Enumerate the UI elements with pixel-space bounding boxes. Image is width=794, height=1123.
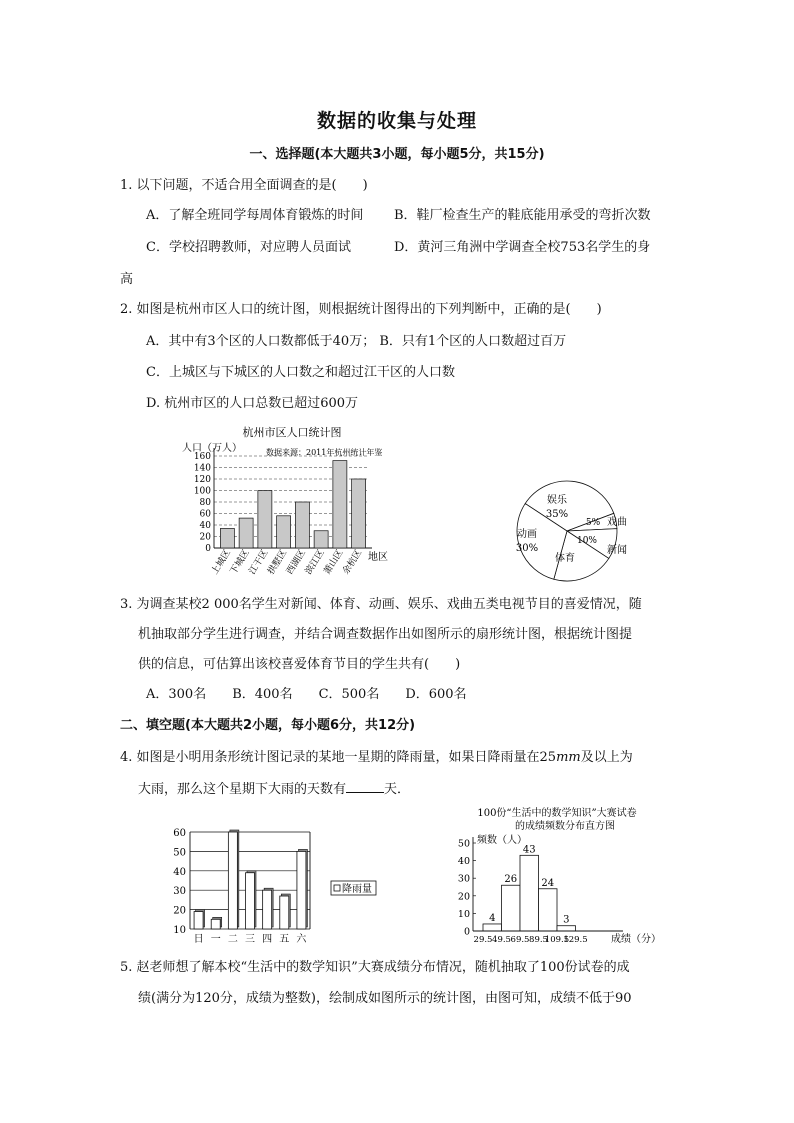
q3-line-1: 3. 为调查某校2 000名学生对新闻、体育、动画、娱乐、戏曲五类电视节目的喜爱情况，随 bbox=[120, 597, 642, 612]
y-tick-label: 0 bbox=[463, 926, 470, 938]
x-category-label: 西湖区 bbox=[285, 548, 308, 577]
tv-program-pie-chart bbox=[505, 475, 645, 585]
section-1-heading: 一、选择题(本大题共3小题，每小题5分，共15分) bbox=[249, 147, 545, 162]
pie-pct-xiqu: 5% bbox=[585, 518, 601, 528]
population-bar-chart bbox=[180, 418, 405, 590]
hist-title-2: 的成绩频数分布直方图 bbox=[515, 821, 615, 832]
q1-stem: 1. 以下问题，不适合用全面调查的是( ) bbox=[120, 178, 368, 193]
hist-xlabel: 成绩（分） bbox=[611, 934, 661, 945]
score-histogram bbox=[445, 803, 665, 948]
bar-value-label: 4 bbox=[489, 912, 496, 924]
q4-line-2 bbox=[138, 780, 410, 798]
y-tick-label: 20 bbox=[199, 532, 211, 543]
rainfall-bar-chart bbox=[168, 822, 390, 952]
q1-option-b: B．鞋厂检查生产的鞋底能用承受的弯折次数 bbox=[394, 208, 651, 223]
bar-7 bbox=[333, 461, 347, 548]
bar-4 bbox=[246, 873, 255, 929]
x-category-label: 滨江区 bbox=[303, 548, 327, 577]
histogram-bar-2 bbox=[502, 885, 521, 931]
pie-label-donghua: 动画 bbox=[517, 529, 537, 540]
bar-6 bbox=[314, 531, 328, 548]
bar-5 bbox=[295, 502, 309, 548]
bar-8 bbox=[352, 479, 366, 548]
legend-swatch bbox=[334, 885, 340, 891]
y-tick-label: 50 bbox=[173, 847, 186, 859]
q1-option-a: A．了解全班同学每周体育锻炼的时间 bbox=[146, 208, 364, 223]
y-tick-label: 160 bbox=[193, 452, 211, 462]
q2-option-c: C．上城区与下城区的人口数之和超过江干区的人口数 bbox=[146, 365, 455, 380]
q4-answer-blank[interactable] bbox=[346, 780, 384, 793]
chart-note: 数据来源：2011年杭州统计年鉴 bbox=[266, 448, 383, 457]
y-tick-label: 50 bbox=[457, 838, 470, 850]
y-tick-label: 120 bbox=[193, 475, 211, 485]
q1-option-d: D．黄河三角洲中学调查全校753名学生的身 bbox=[394, 240, 651, 255]
y-tick-label: 30 bbox=[173, 886, 186, 898]
q3-line-2: 机抽取部分学生进行调查，并结合调查数据作出如图所示的扇形统计图，根据统计图提 bbox=[138, 627, 633, 642]
pie-label-tiyu: 体育 bbox=[555, 553, 575, 564]
x-category-label: 萧山区 bbox=[322, 548, 346, 577]
bar-1 bbox=[194, 912, 203, 929]
bar-3 bbox=[228, 832, 237, 929]
x-category-label: 二 bbox=[227, 934, 238, 945]
x-category-label: 五 bbox=[279, 934, 290, 945]
histogram-bar-4 bbox=[539, 889, 558, 931]
x-tick-label: 109.5 bbox=[544, 935, 570, 945]
q5-line-1: 5. 赵老师想了解本校“生活中的数学知识”大赛成绩分布情况，随机抽取了100份试卷的成 bbox=[120, 960, 630, 975]
q4-line-1-a: 4. 如图是小明用条形统计图记录的某地一星期的降雨量，如果日降雨量在25 bbox=[120, 750, 557, 765]
bar-2 bbox=[239, 518, 253, 548]
pie-label-xinwen: 新闻 bbox=[607, 545, 627, 556]
x-tick-label: 49.5 bbox=[492, 935, 511, 945]
y-tick-label: 40 bbox=[173, 866, 186, 878]
section-2-heading: 二、填空题(本大题共2小题，每小题6分，共12分) bbox=[120, 718, 416, 733]
pie-label-xiqu: 戏曲 bbox=[607, 517, 627, 528]
bar-value-label: 26 bbox=[504, 874, 518, 886]
y-tick-label: 10 bbox=[173, 925, 186, 936]
x-category-label: 六 bbox=[296, 934, 307, 945]
y-tick-label: 20 bbox=[173, 905, 186, 917]
y-tick-label: 40 bbox=[199, 521, 211, 531]
hist-title-1: 100份“生活中的数学知识”大赛试卷 bbox=[477, 808, 637, 819]
y-tick-label: 140 bbox=[193, 463, 211, 474]
chart-xlabel: 地区 bbox=[368, 552, 388, 563]
x-tick-label: 29.5 bbox=[473, 935, 493, 945]
q4-line-1-b: 及以上为 bbox=[580, 750, 633, 765]
q4-unit: mm bbox=[556, 750, 581, 765]
y-tick-label: 30 bbox=[457, 873, 470, 885]
y-tick-label: 100 bbox=[193, 486, 211, 497]
bar-4 bbox=[277, 516, 291, 548]
bar-1 bbox=[220, 528, 234, 548]
q2-stem: 2. 如图是杭州市区人口的统计图，则根据统计图得出的下列判断中，正确的是( ) bbox=[120, 302, 602, 317]
pie-label-yule: 娱乐 bbox=[547, 495, 567, 506]
page-title: 数据的收集与处理 bbox=[316, 110, 477, 132]
bar-value-label: 3 bbox=[563, 914, 570, 926]
x-category-label: 拱墅区 bbox=[266, 548, 290, 577]
pie-pct-yule: 35% bbox=[545, 509, 569, 520]
x-category-label: 江干区 bbox=[247, 548, 271, 577]
x-tick-label: 89.5 bbox=[529, 935, 548, 945]
q2-option-ab: A．其中有3个区的人口数都低于40万； B．只有1个区的人口数超过百万 bbox=[146, 334, 567, 349]
bar-5 bbox=[263, 890, 272, 929]
y-tick-label: 60 bbox=[173, 828, 186, 839]
y-tick-label: 60 bbox=[199, 509, 211, 520]
q2-option-d: D. 杭州市区的人口总数已超过600万 bbox=[146, 396, 359, 411]
chart-ylabel: 人口（万人） bbox=[182, 443, 242, 454]
histogram-bar-5 bbox=[557, 926, 576, 931]
y-tick-label: 40 bbox=[457, 856, 470, 868]
q4-line-1 bbox=[120, 750, 633, 766]
bar-3 bbox=[258, 491, 272, 549]
y-tick-label: 80 bbox=[199, 498, 211, 508]
q5-line-2: 绩(满分为120分，成绩为整数)，绘制成如图所示的统计图，由图可知，成绩不低于90 bbox=[138, 991, 632, 1006]
pie-pct-donghua: 30% bbox=[515, 543, 539, 554]
x-category-label: 四 bbox=[262, 934, 273, 945]
y-tick-label: 0 bbox=[205, 544, 211, 554]
x-category-label: 日 bbox=[193, 934, 204, 945]
q3-line-3: 供的信息，可估算出该校喜爱体育节目的学生共有( ) bbox=[138, 657, 461, 672]
x-category-label: 下城区 bbox=[228, 548, 252, 577]
pie-pct-xinwen: 10% bbox=[576, 536, 598, 546]
bar-2 bbox=[211, 919, 220, 929]
q1-option-c: C．学校招聘教师，对应聘人员面试 bbox=[146, 240, 351, 255]
bar-6 bbox=[280, 896, 289, 929]
legend-label: 降雨量 bbox=[342, 884, 372, 895]
bar-value-label: 24 bbox=[541, 877, 555, 889]
x-tick-label: 129.5 bbox=[563, 935, 588, 945]
x-category-label: 一 bbox=[210, 934, 221, 945]
x-category-label: 上城区 bbox=[210, 548, 233, 577]
q3-options: A．300名 B．400名 C．500名 D．600名 bbox=[146, 687, 467, 702]
chart-title: 杭州市区人口统计图 bbox=[242, 426, 342, 439]
x-tick-label: 69.5 bbox=[510, 935, 530, 945]
q4-line-2-b: 天． bbox=[384, 782, 411, 797]
x-category-label: 余杭区 bbox=[341, 548, 365, 577]
y-tick-label: 10 bbox=[457, 908, 470, 920]
histogram-bar-1 bbox=[483, 924, 502, 931]
histogram-bar-3 bbox=[520, 855, 539, 931]
bar-7 bbox=[297, 851, 306, 929]
q1-option-d-cont: 高 bbox=[120, 272, 134, 287]
hist-ylabel: 频数（人） bbox=[477, 835, 527, 846]
y-tick-label: 20 bbox=[457, 891, 470, 903]
x-category-label: 三 bbox=[245, 934, 255, 945]
bar-value-label: 43 bbox=[522, 844, 536, 856]
q4-line-2-a: 大雨，那么这个星期下大雨的天数有 bbox=[138, 782, 347, 797]
